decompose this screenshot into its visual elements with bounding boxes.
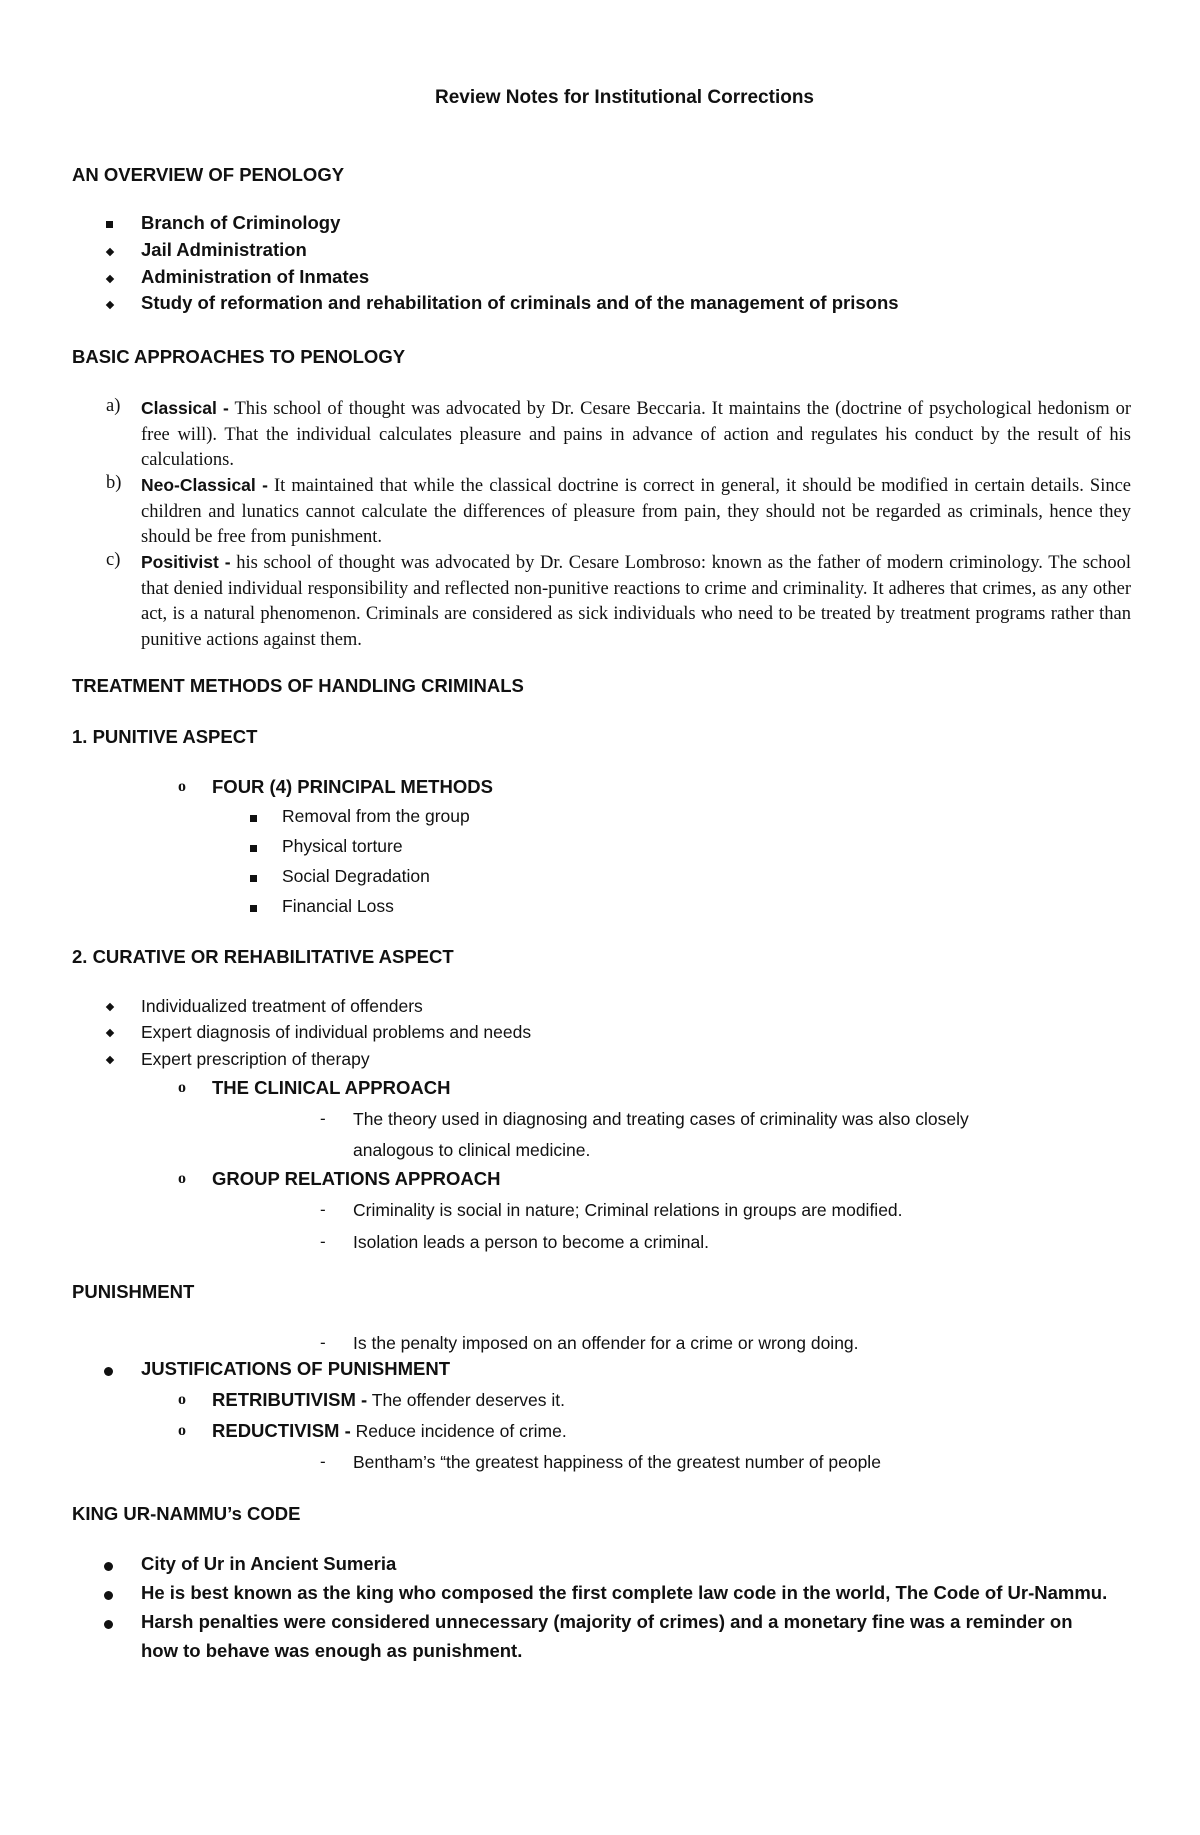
square-bullet-icon [250,905,257,912]
overview-item: Study of reformation and rehabilitation of criminals and of the management of prisons [141,292,899,313]
punitive-method-item: Physical torture [282,836,403,856]
punitive-method-item: Removal from the group [282,806,470,826]
reductivism-item [212,1420,567,1442]
square-bullet-icon [250,845,257,852]
bentham-quote: Bentham’s “the greatest happiness of the greatest number of people [353,1452,881,1472]
approach-text: This school of thought was advocated by Dr. Cesare Beccaria. It maintains the (doctrine of psychological hedonism or free will). That the individual calculates pleasure and pains in advance of action and regulates his conduct by the result of his calculations. [141,399,1132,470]
page-title: Review Notes for Institutional Corrections [435,87,814,108]
section-heading-urnammu: KING UR-NAMMU’s CODE [72,1503,301,1524]
clinical-approach-text: analogous to clinical medicine. [353,1140,591,1160]
square-bullet-icon [250,875,257,882]
overview-item: Jail Administration [141,239,307,260]
diamond-bullet-icon [106,1029,114,1037]
curative-item: Expert prescription of therapy [141,1049,370,1069]
approach-term: Classical - [141,398,229,418]
justifications-heading: JUSTIFICATIONS OF PUNISHMENT [141,1358,451,1379]
approach-text: It maintained that while the classical doctrine is correct in general, it should be modified in certain details. Since children and lunatics cannot calculate the differences of pleasure from pain, they should not be regarded as criminals, hence they should be free from punishment. [141,476,1132,547]
round-bullet-icon [104,1562,113,1571]
approach-positivist [141,550,1131,654]
section-heading-overview: AN OVERVIEW OF PENOLOGY [72,164,345,185]
approach-classical [141,396,1131,474]
group-relations-item: Isolation leads a person to become a criminal. [353,1232,710,1252]
urnammu-item-continuation: how to behave was enough as punishment. [141,1640,523,1661]
curative-item: Individualized treatment of offenders [141,996,423,1016]
square-bullet-icon [250,815,257,822]
section-heading-treatment: TREATMENT METHODS OF HANDLING CRIMINALS [72,675,524,696]
section-heading-punishment: PUNISHMENT [72,1281,195,1302]
punishment-definition: Is the penalty imposed on an offender for a crime or wrong doing. [353,1333,859,1353]
diamond-bullet-icon [106,275,114,283]
diamond-bullet-icon [106,301,114,309]
group-relations-heading: GROUP RELATIONS APPROACH [212,1168,501,1189]
overview-item: Administration of Inmates [141,266,370,287]
punitive-method-item: Social Degradation [282,866,430,886]
retributivism-item [212,1389,565,1411]
retributivism-text: The offender deserves it. [371,1390,566,1410]
reductivism-term: REDUCTIVISM - [212,1420,351,1441]
square-bullet-icon [106,221,113,228]
punitive-methods-heading: FOUR (4) PRINCIPAL METHODS [212,776,493,797]
approach-neo-classical [141,473,1131,551]
urnammu-item: Harsh penalties were considered unnecessary (majority of crimes) and a monetary fine was a reminder on [141,1611,1073,1632]
diamond-bullet-icon [106,1003,114,1011]
clinical-approach-heading: THE CLINICAL APPROACH [212,1077,451,1098]
round-bullet-icon [104,1591,113,1600]
approach-text: his school of thought was advocated by Dr. Cesare Lombroso: known as the father of modern criminology. The school that denied individual responsibility and reflected non-punitive reactions to crime and criminality. It adheres that crimes, as any other act, is a natural phenomenon. Criminals are considered as sick individuals who need to be treated by treatment programs rather than punitive actions against them. [141,553,1132,650]
section-heading-approaches: BASIC APPROACHES TO PENOLOGY [72,346,406,367]
subsection-heading-curative: 2. CURATIVE OR REHABILITATIVE ASPECT [72,946,454,967]
diamond-bullet-icon [106,248,114,256]
punitive-method-item: Financial Loss [282,896,394,916]
overview-item: Branch of Criminology [141,212,341,233]
urnammu-item: He is best known as the king who composed the first complete law code in the world, The Code of Ur-Nammu. [141,1582,1108,1603]
reductivism-text: Reduce incidence of crime. [355,1421,567,1441]
diamond-bullet-icon [106,1056,114,1064]
clinical-approach-text: The theory used in diagnosing and treating cases of criminality was also closely [353,1109,969,1129]
approach-term: Positivist - [141,552,231,572]
retributivism-term: RETRIBUTIVISM - [212,1389,368,1410]
curative-item: Expert diagnosis of individual problems and needs [141,1022,532,1042]
list-letter: a) [106,396,121,416]
list-letter: c) [106,550,121,570]
subsection-heading-punitive: 1. PUNITIVE ASPECT [72,726,258,747]
list-letter: b) [106,473,122,493]
round-bullet-icon [104,1620,113,1629]
group-relations-item: Criminality is social in nature; Criminal relations in groups are modified. [353,1200,903,1220]
urnammu-item: City of Ur in Ancient Sumeria [141,1553,397,1574]
round-bullet-icon [104,1367,113,1376]
approach-term: Neo-Classical - [141,475,268,495]
document-page: Review Notes for Institutional Corrections AN OVERVIEW OF PENOLOGY Branch of Criminology Jail Administration Administration of Inmates Study of reformation and rehabilitation of criminals and of the management of prisons BASIC APPROACHES TO PENOLOGY a) Classical - This school of thought was advocated by Dr. Cesare Beccaria. It maintains the (doctrine of psychological hedonism or free will). That the individual calculates pleasure and pains in advance of action and regulates his conduct by the result of his calculations. b) Neo-Classical - It maintained that while the classical doctrine is correct in general, it should be modified in certain details. Since children and lunatics cannot calculate the differences of pleasure from pain, they should not be regarded as criminals, hence they should be free from punishment. c) Positivist - his school of thought was advocated by Dr. Cesare Lombroso: known as the father of modern criminology. The school that denied individual responsibility and reflected non-punitive reactions to crime and criminality. It adheres that crimes, as any other act, is a natural phenomenon. Criminals are considered as sick individuals who need to be treated by treatment programs rather than punitive actions against them. TREATMENT METHODS OF HANDLING CRIMINALS 1. PUNITIVE ASPECT o FOUR (4) PRINCIPAL METHODS Removal from the group Physical torture Social Degradation Financial Loss 2. CURATIVE OR REHABILITATIVE ASPECT Individualized treatment of offenders Expert diagnosis of individual problems and needs Expert prescription of therapy o THE CLINICAL APPROACH - The theory used in diagnosing and treating cases of criminality was also closely analogous to clinical medicine. o GROUP RELATIONS APPROACH - Criminality is social in nature; Criminal relations in groups are modified. - Isolation leads a person to become a criminal. PUNISHMENT - Is the penalty imposed on an offender for a crime or wrong doing. JUSTIFICATIONS OF PUNISHMENT o RETRIBUTIVISM - The offender deserves it. o REDUCTIVISM - Reduce incidence of crime. - Bentham’s “the greatest happiness of the greatest number of people KING UR-NAMMU’s CODE City of Ur in Ancient Sumeria He is best known as the king who composed the first complete law code in the world, The Code of Ur-Nammu. Harsh penalties were considered unnecessary (majority of crimes) and a monetary fine was a reminder on how to behave was enough as punishment. [72,87,1132,1661]
